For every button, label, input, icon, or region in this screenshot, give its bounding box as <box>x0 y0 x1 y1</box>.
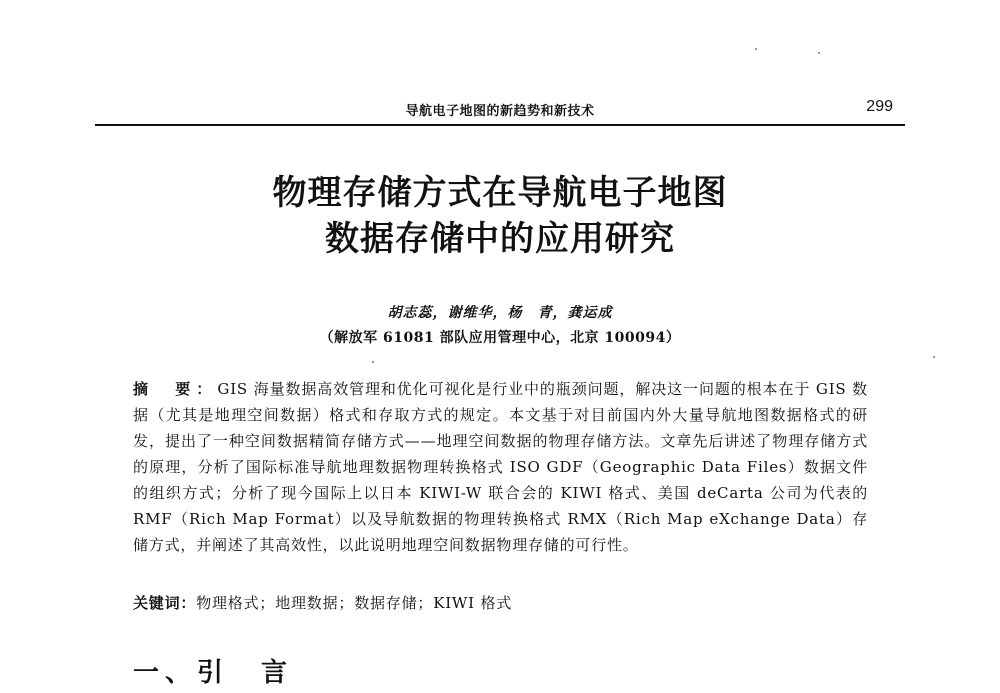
authors: 胡志蕊，谢维华，杨 青，龚运成 <box>387 305 613 321</box>
scan-speck <box>818 52 820 54</box>
page-number: 299 <box>866 98 893 115</box>
paper-title-line-1: 物理存储方式在导航电子地图 <box>272 173 728 213</box>
running-header <box>95 96 905 124</box>
scan-speck <box>372 361 374 363</box>
affiliation: （解放军 61081 部队应用管理中心，北京 100094） <box>319 330 681 346</box>
keywords-label: 关键词： <box>133 594 197 612</box>
keywords-text: 物理格式；地理数据；数据存储；KIWI 格式 <box>196 594 513 612</box>
scan-speck <box>755 48 757 50</box>
running-header-title: 导航电子地图的新趋势和新技术 <box>405 104 595 119</box>
paper-title-line-2: 数据存储中的应用研究 <box>325 219 675 259</box>
abstract-label: 摘 要： <box>133 380 218 398</box>
section-heading: 一、引 言 <box>133 658 294 688</box>
keywords <box>133 590 868 616</box>
abstract-text: GIS 海量数据高效管理和优化可视化是行业中的瓶颈问题，解决这一问题的根本在于 GIS 数据（尤其是地理空间数据）格式和存取方式的规定。本文基于对目前国内外大量导航地图数据格式的研发，提出了一种空间数据精简存储方式——地理空间数据的物理存储方法。文章先后讲述了物理存储方式的原理，分析了国际标准导航地理数据物理转换格式 ISO GDF（Geographic Data Files）数据文件的组织方式；分析了现今国际上以日本 KIWI-W 联合会的 KIWI 格式、美国 deCarta 公司为代表的 RMF（Rich Map Format）以及导航数据的物理转换格式 RMX（Rich Map eXchange Data）存储方式，并阐述了其高效性，以此说明地理空间数据物理存储的可行性。 <box>133 380 868 554</box>
header-rule <box>95 124 905 126</box>
abstract <box>133 376 868 558</box>
scan-speck <box>933 356 935 358</box>
paper-title <box>95 170 905 262</box>
